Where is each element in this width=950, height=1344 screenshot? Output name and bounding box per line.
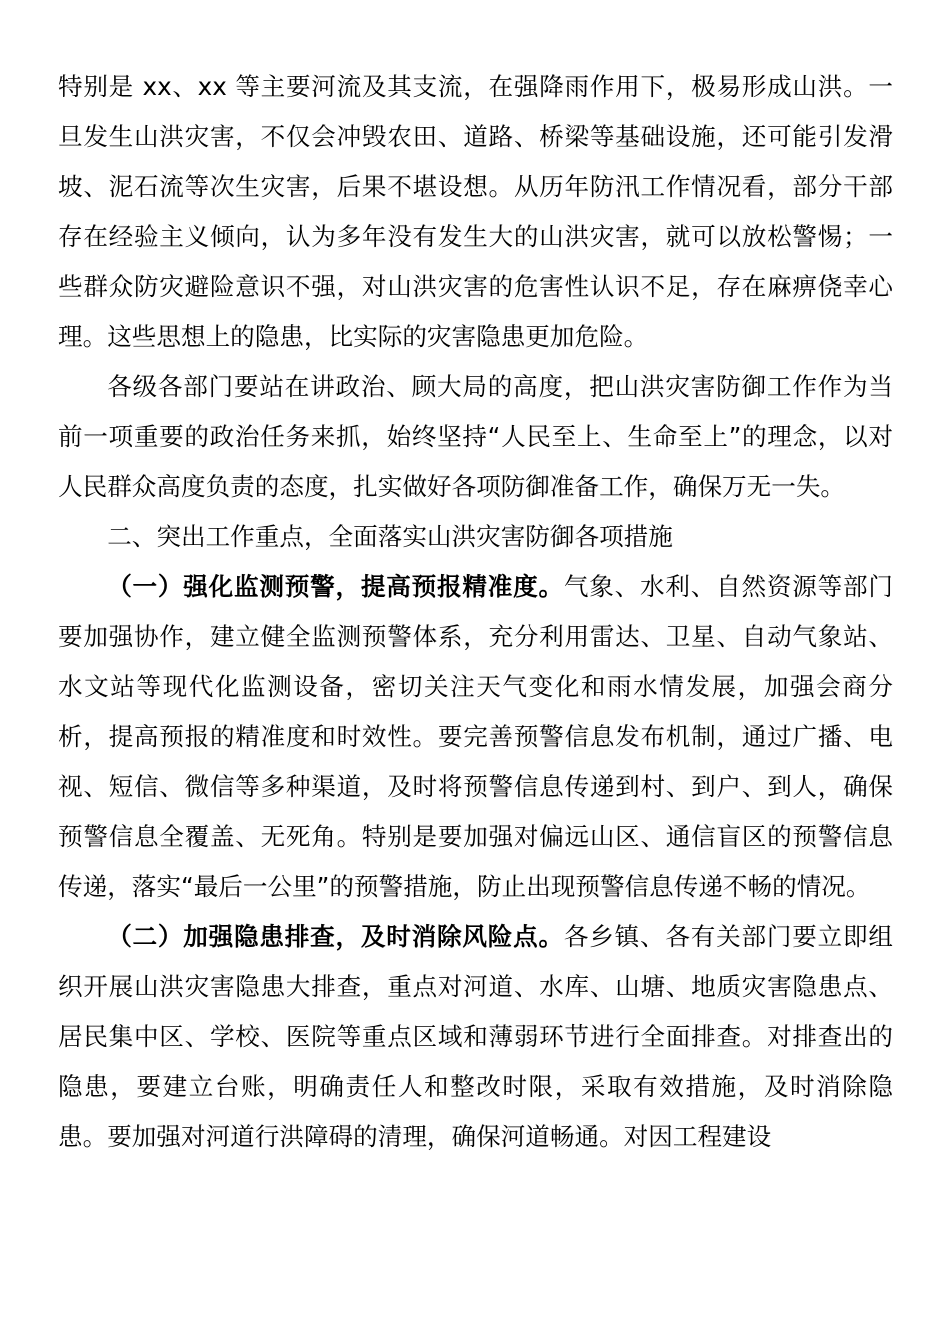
- paragraph-monitoring-warning: [58, 562, 893, 912]
- paragraph-text: 各级各部门要站在讲政治、顾大局的高度，把山洪灾害防御工作作为当前一项重要的政治任务来抓，始终坚持“人民至上、生命至上”的理念，以对人民群众高度负责的态度，扎实做好各项防御准备工作，确保万无一失。: [58, 372, 893, 501]
- document-body: [58, 62, 893, 1162]
- section-heading-text: 二、突出工作重点，全面落实山洪灾害防御各项措施: [107, 522, 673, 551]
- subsection-heading-2: （二）加强隐患排查，及时消除风险点。: [107, 922, 564, 951]
- paragraph-hazard-inspection: [58, 912, 893, 1162]
- paragraph-text: 特别是 xx、xx 等主要河流及其支流，在强降雨作用下，极易形成山洪。一旦发生山洪灾害，不仅会冲毁农田、道路、桥梁等基础设施，还可能引发滑坡、泥石流等次生灾害，后果不堪设想。从历年防汛工作情况看，部分干部存在经验主义倾向，认为多年没有发生大的山洪灾害，就可以放松警惕；一些群众防灾避险意识不强，对山洪灾害的危害性认识不足，存在麻痹侥幸心理。这些思想上的隐患，比实际的灾害隐患更加危险。: [58, 72, 893, 351]
- paragraph-political-task: [58, 362, 893, 512]
- paragraph-continued: [58, 62, 893, 362]
- paragraph-text: 各乡镇、各有关部门要立即组织开展山洪灾害隐患大排查，重点对河道、水库、山塘、地质灾害隐患点、居民集中区、学校、医院等重点区域和薄弱环节进行全面排查。对排查出的隐患，要建立台账，明确责任人和整改时限，采取有效措施，及时消除隐患。要加强对河道行洪障碍的清理，确保河道畅通。对因工程建设: [58, 922, 893, 1151]
- subsection-heading-1: （一）强化监测预警，提高预报精准度。: [107, 572, 564, 601]
- paragraph-text: 气象、水利、自然资源等部门要加强协作，建立健全监测预警体系，充分利用雷达、卫星、自动气象站、水文站等现代化监测设备，密切关注天气变化和雨水情发展，加强会商分析，提高预报的精准度和时效性。要完善预警信息发布机制，通过广播、电视、短信、微信等多种渠道，及时将预警信息传递到村、到户、到人，确保预警信息全覆盖、无死角。特别是要加强对偏远山区、通信盲区的预警信息传递，落实“最后一公里”的预警措施，防止出现预警信息传递不畅的情况。: [58, 572, 893, 901]
- section-heading-2: [58, 512, 893, 562]
